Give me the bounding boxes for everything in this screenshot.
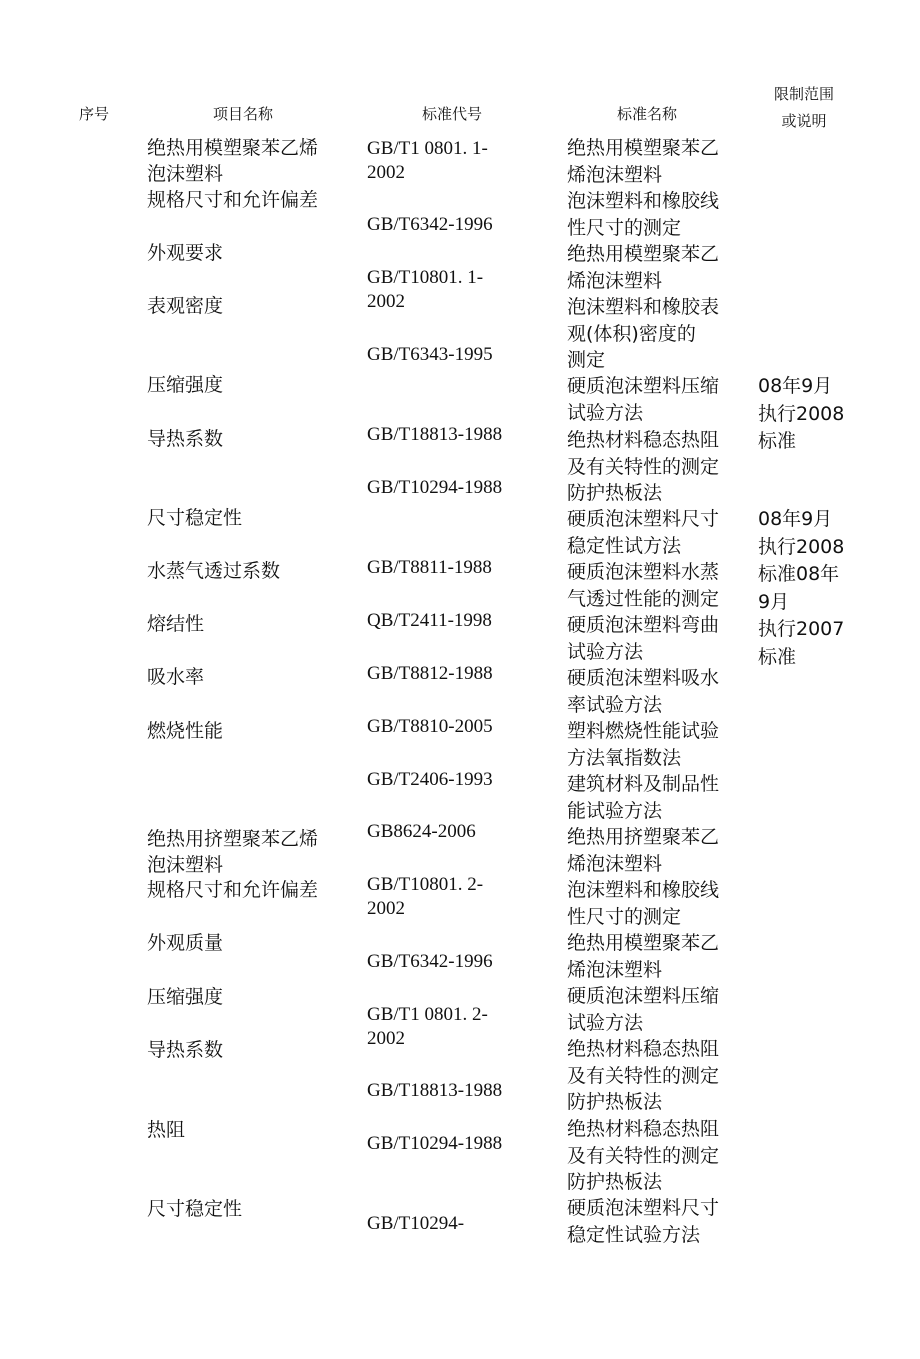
code-cell — [367, 873, 483, 921]
name-line: 硬质泡沫塑料压缩 — [567, 985, 720, 1007]
name-line: 方法氧指数法 — [567, 746, 682, 769]
code-cell — [367, 556, 492, 580]
header-standard-name: 标准名称 — [617, 105, 678, 123]
name-cell — [567, 188, 719, 241]
name-cell — [567, 1195, 719, 1248]
item-cell — [147, 135, 318, 187]
name-cell — [567, 135, 719, 188]
name-line: 防护热板法 — [567, 1091, 663, 1113]
name-line: 硬质泡沫塑料尺寸 — [567, 1197, 720, 1219]
name-cell — [567, 373, 719, 426]
code-cell — [367, 266, 483, 314]
name-line: 率试验方法 — [567, 693, 663, 716]
name-cell — [567, 877, 719, 930]
name-line: 防护热板法 — [567, 1171, 663, 1193]
name-line: 硬质泡沫塑料尺寸 — [567, 508, 720, 530]
header-note — [764, 81, 844, 135]
item-cell — [147, 930, 223, 956]
name-cell — [567, 824, 719, 877]
item-line: 尺寸稳定性 — [147, 1198, 243, 1220]
name-line: 泡沫塑料和橡胶线 — [567, 190, 720, 212]
item-line: 水蒸气透过系数 — [147, 560, 281, 582]
code-cell — [367, 768, 493, 792]
name-cell — [567, 294, 719, 374]
header-item-name: 项目名称 — [213, 105, 274, 123]
code-line: GB/T6342-1996 — [367, 214, 493, 235]
code-cell — [367, 1003, 488, 1051]
item-cell — [147, 664, 204, 690]
name-line: 绝热用模塑聚苯乙 — [567, 243, 720, 265]
code-cell — [367, 609, 492, 633]
code-line: 2002 — [367, 162, 405, 183]
code-line: GB/T10294-1988 — [367, 477, 503, 498]
name-line: 硬质泡沫塑料弯曲 — [567, 614, 720, 636]
header-note-line: 限制范围 — [773, 85, 834, 103]
name-line: 绝热材料稳态热阻 — [567, 429, 720, 451]
name-line: 烯泡沫塑料 — [567, 163, 663, 186]
code-line: 2002 — [367, 898, 405, 919]
item-line: 热阻 — [147, 1119, 186, 1141]
note-line: 08年9月 — [758, 508, 833, 530]
item-line: 泡沫塑料 — [147, 163, 224, 185]
note-cell — [758, 373, 844, 456]
name-cell — [567, 1036, 719, 1116]
name-line: 建筑材料及制品性 — [567, 773, 720, 795]
item-line: 吸水率 — [147, 666, 205, 688]
code-cell — [367, 213, 493, 237]
name-cell — [567, 930, 719, 983]
code-cell — [367, 950, 493, 974]
code-line: GB/T6343-1995 — [367, 344, 493, 365]
code-line: QB/T2411-1998 — [367, 610, 492, 631]
code-cell — [367, 715, 493, 739]
code-line: GB/T8810-2005 — [367, 716, 493, 737]
note-line: 标准 — [758, 430, 797, 452]
name-cell — [567, 427, 719, 507]
name-line: 防护热板法 — [567, 482, 663, 504]
item-line: 压缩强度 — [147, 374, 224, 396]
item-line: 导热系数 — [147, 428, 224, 450]
item-cell — [147, 1117, 185, 1143]
code-line: GB/T18813-1988 — [367, 424, 503, 445]
item-cell — [147, 1196, 242, 1222]
name-line: 绝热用模塑聚苯乙 — [567, 137, 720, 159]
code-cell — [367, 1079, 502, 1103]
name-line: 试验方法 — [567, 640, 644, 663]
name-line: 硬质泡沫塑料压缩 — [567, 375, 720, 397]
code-cell — [367, 1212, 464, 1236]
item-line: 外观要求 — [147, 242, 224, 264]
code-line: GB/T8812-1988 — [367, 663, 493, 684]
header-note-line: 或说明 — [781, 112, 827, 130]
item-line: 绝热用模塑聚苯乙烯 — [147, 137, 319, 159]
item-cell — [147, 558, 280, 584]
code-line: GB/T6342-1996 — [367, 951, 493, 972]
item-cell — [147, 877, 318, 903]
item-cell — [147, 1037, 223, 1063]
name-line: 稳定性试方法 — [567, 534, 682, 557]
name-line: 稳定性试验方法 — [567, 1223, 701, 1246]
code-line: GB/T10294- — [367, 1213, 465, 1234]
name-cell — [567, 718, 719, 771]
code-line: GB/T10801. 1- — [367, 267, 484, 288]
code-cell — [367, 423, 502, 447]
name-line: 能试验方法 — [567, 799, 663, 822]
code-cell — [367, 662, 493, 686]
item-line: 外观质量 — [147, 932, 224, 954]
note-line: 9月 — [758, 590, 790, 613]
name-line: 测定 — [567, 349, 606, 371]
note-line: 标准 — [758, 645, 797, 668]
note-line: 执行2007 — [758, 618, 845, 640]
note-line: 标准08年 — [758, 563, 840, 585]
note-line: 执行2008 — [758, 402, 845, 425]
name-cell — [567, 983, 719, 1036]
name-line: 硬质泡沫塑料水蒸 — [567, 561, 720, 583]
item-cell — [147, 426, 223, 452]
name-line: 及有关特性的测定 — [567, 455, 720, 478]
name-line: 性尺寸的测定 — [567, 905, 682, 928]
item-line: 表观密度 — [147, 295, 224, 317]
code-line: GB/T8811-1988 — [367, 557, 492, 578]
name-line: 烯泡沫塑料 — [567, 852, 663, 875]
item-line: 规格尺寸和允许偏差 — [147, 189, 319, 211]
name-line: 绝热用模塑聚苯乙 — [567, 932, 720, 954]
item-line: 燃烧性能 — [147, 720, 224, 742]
note-line: 执行2008 — [758, 535, 845, 558]
item-cell — [147, 611, 204, 637]
code-line: GB/T18813-1988 — [367, 1080, 503, 1101]
name-cell — [567, 506, 719, 559]
header-seq: 序号 — [79, 105, 110, 123]
name-line: 绝热材料稳态热阻 — [567, 1118, 720, 1140]
code-cell — [367, 137, 488, 185]
code-line: 2002 — [367, 291, 405, 312]
item-line: 泡沫塑料 — [147, 854, 224, 876]
item-line: 绝热用挤塑聚苯乙烯 — [147, 828, 319, 850]
name-line: 气透过性能的测定 — [567, 587, 720, 610]
name-line: 观(体积)密度的 — [567, 322, 696, 345]
code-line: GB8624-2006 — [367, 821, 476, 842]
note-line: 08年9月 — [758, 375, 833, 397]
code-line: GB/T1 0801. 2- — [367, 1004, 488, 1025]
code-line: GB/T10801. 2- — [367, 874, 484, 895]
item-cell — [147, 293, 223, 319]
name-line: 试验方法 — [567, 1011, 644, 1034]
name-cell — [567, 665, 719, 718]
name-line: 塑料燃烧性能试验 — [567, 720, 720, 742]
item-cell — [147, 826, 318, 878]
name-line: 试验方法 — [567, 401, 644, 424]
name-line: 泡沫塑料和橡胶线 — [567, 879, 720, 901]
item-line: 导热系数 — [147, 1039, 224, 1061]
name-cell — [567, 559, 719, 612]
name-line: 及有关特性的测定 — [567, 1064, 720, 1087]
name-line: 烯泡沫塑料 — [567, 958, 663, 981]
code-cell — [367, 820, 476, 844]
name-cell — [567, 241, 719, 294]
name-line: 硬质泡沫塑料吸水 — [567, 667, 720, 689]
code-cell — [367, 476, 502, 500]
name-line: 泡沫塑料和橡胶表 — [567, 296, 720, 318]
name-line: 绝热材料稳态热阻 — [567, 1038, 720, 1060]
name-cell — [567, 771, 719, 824]
item-cell — [147, 372, 223, 398]
code-cell — [367, 343, 493, 367]
item-line: 熔结性 — [147, 613, 205, 635]
item-line: 规格尺寸和允许偏差 — [147, 879, 319, 901]
item-cell — [147, 505, 242, 531]
item-cell — [147, 718, 223, 744]
name-line: 性尺寸的测定 — [567, 216, 682, 239]
name-line: 及有关特性的测定 — [567, 1144, 720, 1167]
item-cell — [147, 984, 223, 1010]
name-line: 烯泡沫塑料 — [567, 269, 663, 292]
code-line: 2002 — [367, 1028, 405, 1049]
item-cell — [147, 187, 318, 213]
name-cell — [567, 612, 719, 665]
note-cell — [758, 506, 844, 671]
code-line: GB/T10294-1988 — [367, 1133, 503, 1154]
name-line: 绝热用挤塑聚苯乙 — [567, 826, 720, 848]
item-line: 尺寸稳定性 — [147, 507, 243, 529]
code-line: GB/T1 0801. 1- — [367, 138, 488, 159]
code-cell — [367, 1132, 502, 1156]
item-cell — [147, 240, 223, 266]
name-cell — [567, 1116, 719, 1196]
code-line: GB/T2406-1993 — [367, 769, 493, 790]
header-standard-code: 标准代号 — [422, 105, 483, 123]
item-line: 压缩强度 — [147, 986, 224, 1008]
